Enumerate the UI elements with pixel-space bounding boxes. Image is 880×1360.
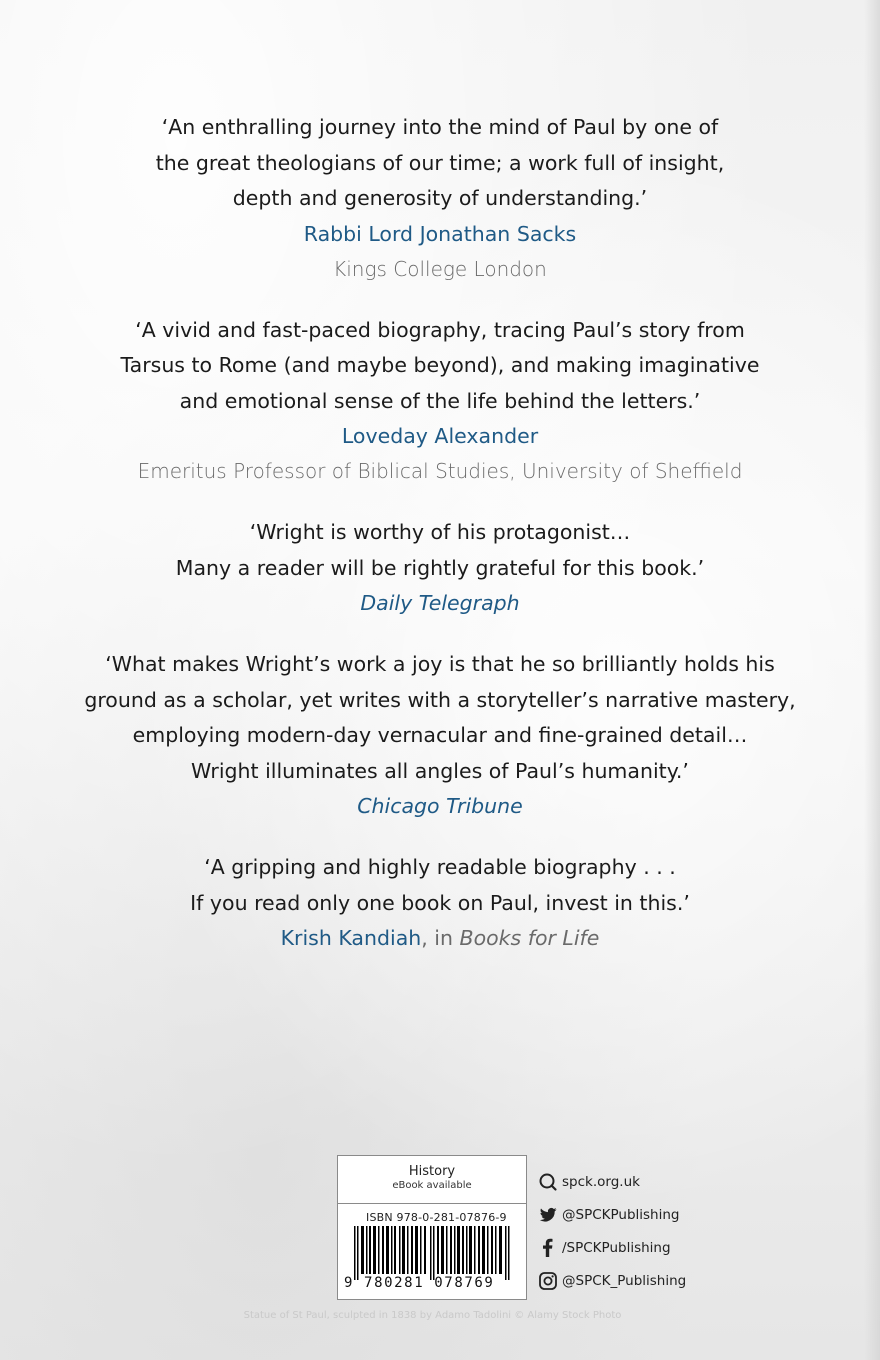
- endorsement-telegraph: [0, 515, 880, 621]
- quote-line: Tarsus to Rome (and maybe beyond), and making imaginative: [120, 353, 760, 377]
- endorser-name: Loveday Alexander: [341, 424, 539, 448]
- endorsement-kandiah: [0, 850, 880, 956]
- endorser-affiliation: Kings College London: [333, 256, 547, 281]
- quote-line: ground as a scholar, yet writes with a storyteller’s narrative mastery,: [84, 687, 796, 712]
- twitter-icon: [538, 1205, 558, 1225]
- quote-line: depth and generosity of understanding.’: [232, 186, 648, 210]
- endorsement-tribune: [0, 647, 880, 824]
- quote-line: ‘A vivid and fast-paced biography, tracing Paul’s story from: [135, 317, 745, 342]
- social-website[interactable]: [538, 1165, 686, 1198]
- attribution-connector: , in: [421, 926, 460, 950]
- endorser-attribution: [0, 921, 880, 956]
- social-label: @SPCKPublishing: [562, 1206, 680, 1223]
- quote-line: employing modern-day vernacular and fine-grained detail…: [132, 723, 748, 747]
- endorser-affiliation: Emeritus Professor of Biblical Studies, University of Sheffield: [137, 459, 743, 483]
- ebook-availability: eBook available: [392, 1180, 472, 1191]
- quote-line: Wright illuminates all angles of Paul’s humanity.’: [191, 758, 689, 783]
- quote-line: Many a reader will be rightly grateful for this book.’: [175, 555, 705, 580]
- quote-line: ‘An enthralling journey into the mind of Paul by one of: [161, 115, 719, 139]
- endorser-publication: Daily Telegraph: [360, 591, 520, 615]
- social-facebook[interactable]: [538, 1231, 686, 1264]
- endorsement-alexander: [0, 313, 880, 490]
- quote-line: and emotional sense of the life behind the letters.’: [179, 388, 701, 413]
- social-label: /SPCKPublishing: [562, 1239, 671, 1256]
- quote-line: ‘Wright is worthy of his protagonist…: [249, 520, 631, 544]
- endorsement-sacks: [0, 110, 880, 287]
- category-label: History: [408, 1164, 456, 1179]
- barcode-digits: 9 780281 078769: [344, 1275, 495, 1291]
- quote-line: ‘What makes Wright’s work a joy is that he so brilliantly holds his: [105, 652, 775, 676]
- quote-line: the great theologians of our time; a work full of insight,: [155, 150, 725, 175]
- social-label: spck.org.uk: [562, 1173, 640, 1190]
- facebook-icon: [538, 1238, 558, 1258]
- photo-credit: Statue of St Paul, sculpted in 1838 by Adamo Tadolini © Alamy Stock Photo: [243, 1310, 622, 1321]
- isbn-number: ISBN 978-0-281-07876-9: [366, 1211, 507, 1224]
- endorser-name: Krish Kandiah: [280, 926, 422, 950]
- social-twitter[interactable]: [538, 1198, 686, 1231]
- category-panel: [338, 1156, 526, 1204]
- social-instagram[interactable]: [538, 1264, 686, 1297]
- endorser-source: Books for Life: [459, 926, 600, 950]
- quote-line: If you read only one book on Paul, invest in this.’: [190, 890, 690, 915]
- endorser-publication: Chicago Tribune: [357, 794, 523, 818]
- isbn-barcode-box: [337, 1155, 527, 1300]
- endorsements: [0, 110, 880, 982]
- instagram-icon: [538, 1271, 558, 1291]
- endorser-name: Rabbi Lord Jonathan Sacks: [303, 221, 577, 246]
- barcode-icon: [354, 1226, 514, 1280]
- quote-line: ‘A gripping and highly readable biography . . .: [204, 855, 676, 879]
- social-links: [538, 1165, 686, 1297]
- search-icon: [538, 1172, 558, 1192]
- social-label: @SPCK_Publishing: [562, 1272, 687, 1289]
